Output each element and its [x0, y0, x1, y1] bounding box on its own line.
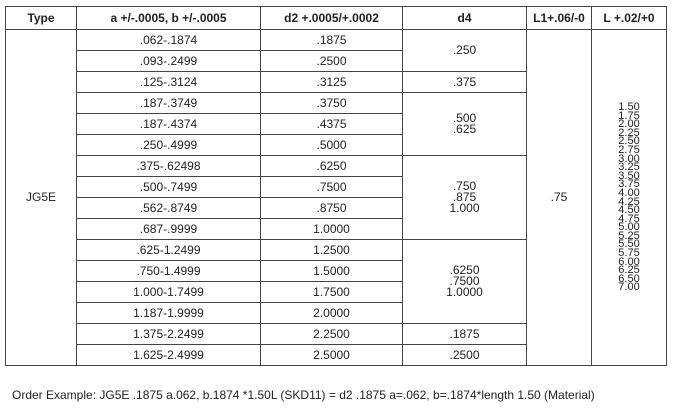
d4-value: .7500: [449, 274, 480, 288]
d2-cell: .3750: [261, 93, 403, 114]
d4-cell: [403, 156, 527, 240]
d2-cell: .2500: [261, 51, 403, 72]
d4-cell: [403, 324, 527, 345]
d2-cell: 1.7500: [261, 282, 403, 303]
spec-table: [5, 6, 667, 366]
ab-cell: 1.625-2.4999: [77, 345, 261, 366]
ab-cell: .125-.3124: [77, 72, 261, 93]
l-value: 7.00: [618, 281, 640, 294]
ab-cell: .250-.4999: [77, 135, 261, 156]
d4-cell: [403, 93, 527, 156]
ab-cell: .687-.9999: [77, 219, 261, 240]
l-value: 5.50: [618, 238, 640, 251]
l-value: 6.50: [618, 272, 640, 285]
d2-cell: .6250: [261, 156, 403, 177]
d2-cell: .1875: [261, 30, 403, 51]
table-row: [6, 30, 667, 51]
ab-cell: 1.375-2.2499: [77, 324, 261, 345]
d4-value: 1.0000: [446, 285, 483, 299]
l-value: 6.00: [618, 255, 640, 268]
d4-cell: [403, 240, 527, 324]
ab-cell: 1.000-1.7499: [77, 282, 261, 303]
l-value: 3.25: [618, 161, 640, 174]
l-value: 2.00: [618, 118, 640, 131]
d4-cell: [403, 72, 527, 93]
header-d4: d4: [403, 7, 527, 30]
l-value: 5.75: [618, 247, 640, 260]
d2-cell: .4375: [261, 114, 403, 135]
l-value: 4.50: [618, 204, 640, 217]
ab-cell: .187-.3749: [77, 93, 261, 114]
l1-cell: .75: [527, 30, 592, 366]
d4-value: .2500: [449, 347, 480, 362]
d2-cell: .7500: [261, 177, 403, 198]
l-value: 4.25: [618, 195, 640, 208]
d4-value: .500: [452, 111, 477, 125]
d2-cell: .8750: [261, 198, 403, 219]
ab-cell: .187-.4374: [77, 114, 261, 135]
d4-value: .750: [452, 179, 477, 193]
l-cell: [592, 30, 667, 366]
l-value: 3.50: [618, 169, 640, 182]
order-example: Order Example: JG5E .1875 a.062, b.1874 *1.50L (SKD11) = d2 .1875 a=.062, b=.1874*length 1.50 (Material): [12, 388, 595, 402]
header-row: [6, 7, 667, 30]
d2-cell: .5000: [261, 135, 403, 156]
l-value: 2.75: [618, 143, 640, 156]
d4-value: .875: [452, 190, 477, 204]
l-value: 6.25: [618, 264, 640, 277]
type-cell: JG5E: [6, 30, 77, 366]
header-l1: L1+.06/-0: [527, 7, 592, 30]
l-value: 1.50: [618, 100, 640, 113]
header-ab: a +/-.0005, b +/-.0005: [77, 7, 261, 30]
header-d2: d2 +.0005/+.0002: [261, 7, 403, 30]
ab-cell: .375-.62498: [77, 156, 261, 177]
d4-cell: [403, 345, 527, 366]
d4-value: .6250: [449, 263, 480, 277]
d2-cell: 1.5000: [261, 261, 403, 282]
d2-cell: 1.0000: [261, 219, 403, 240]
l-value: 5.25: [618, 229, 640, 242]
header-l: L +.02/+0: [592, 7, 667, 30]
ab-cell: .562-.8749: [77, 198, 261, 219]
d4-value: .250: [452, 43, 477, 57]
ab-cell: .062-.1874: [77, 30, 261, 51]
l-value: 5.00: [618, 221, 640, 234]
ab-cell: 1.187-1.9999: [77, 303, 261, 324]
ab-cell: .750-1.4999: [77, 261, 261, 282]
d4-value: 1.000: [449, 201, 480, 215]
l-value: 4.00: [618, 186, 640, 199]
ab-cell: .093-.2499: [77, 51, 261, 72]
l-value: 3.75: [618, 178, 640, 191]
l-value: 3.00: [618, 152, 640, 165]
l-value: 2.25: [618, 126, 640, 139]
l-value: 4.75: [618, 212, 640, 225]
ab-cell: .625-1.2499: [77, 240, 261, 261]
l-value: 1.75: [618, 109, 640, 122]
ab-cell: .500-.7499: [77, 177, 261, 198]
d4-value: .1875: [449, 326, 480, 341]
d2-cell: 2.2500: [261, 324, 403, 345]
d2-cell: 2.0000: [261, 303, 403, 324]
d2-cell: 2.5000: [261, 345, 403, 366]
l-value: 2.50: [618, 135, 640, 148]
d2-cell: 1.2500: [261, 240, 403, 261]
d4-value: .625: [452, 122, 477, 136]
d2-cell: .3125: [261, 72, 403, 93]
d4-cell: [403, 30, 527, 72]
d4-value: .375: [452, 74, 477, 89]
header-type: Type: [6, 7, 77, 30]
